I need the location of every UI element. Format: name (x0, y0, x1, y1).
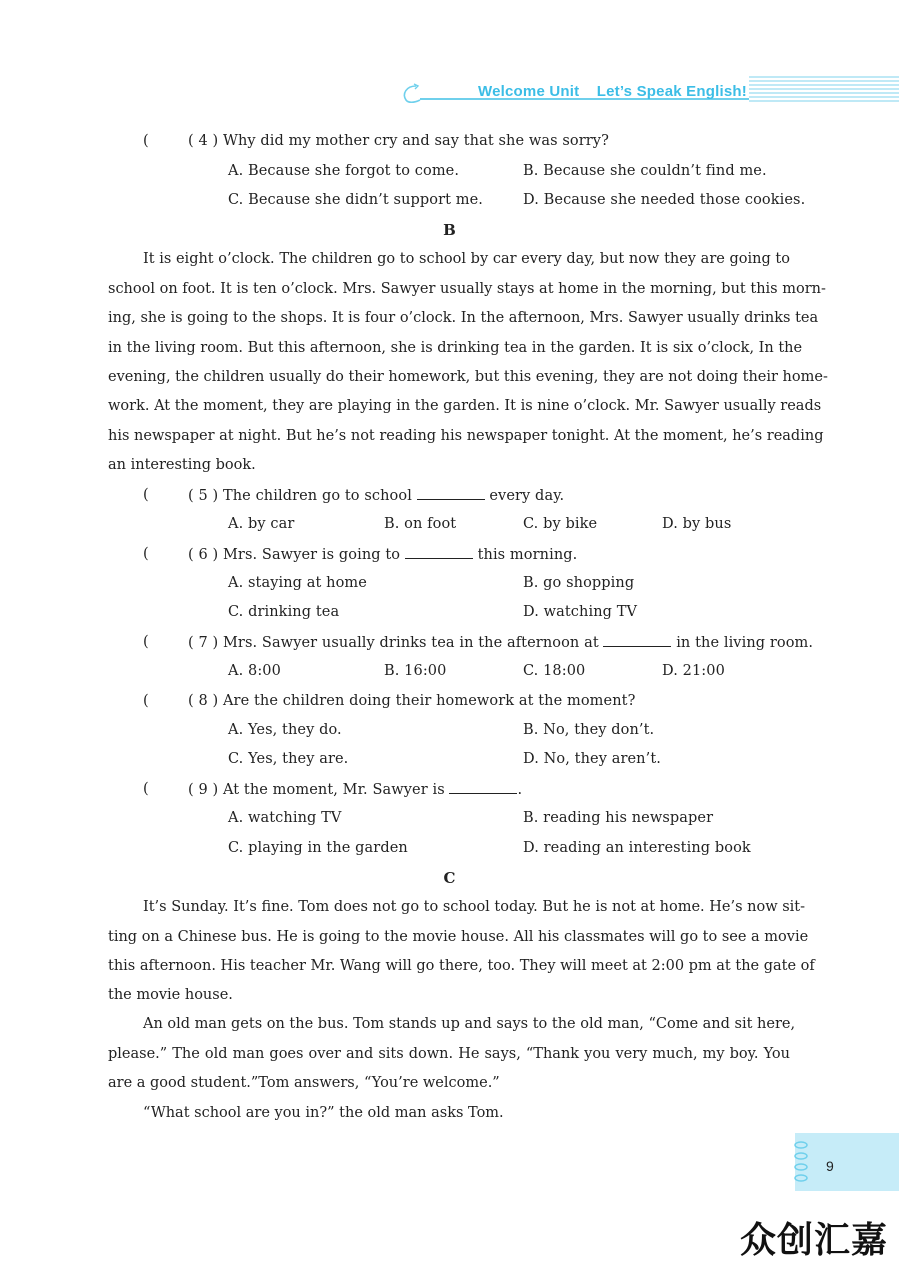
answer-paren: ( (143, 546, 149, 562)
question-4-option-d: D. Because she needed those cookies. (523, 192, 806, 208)
passage-b-line: his newspaper at night. But he’s not reading his newspaper tonight. At the moment, he’s reading (108, 428, 824, 444)
question-8-option-d: D. No, they aren’t. (523, 751, 661, 767)
passage-b-line: evening, the children usually do their homework, but this evening, they are not doing their home- (108, 369, 828, 385)
question-7-stem (188, 634, 813, 651)
stem-text: ( 6 ) Mrs. Sawyer is going to (188, 547, 401, 563)
question-5-option-b: B. on foot (384, 516, 457, 532)
question-8-option-b: B. No, they don’t. (523, 722, 655, 738)
question-6-option-c: C. drinking tea (228, 604, 340, 620)
question-6-stem (188, 546, 577, 563)
question-9-option-b: B. reading his newspaper (523, 810, 714, 826)
stem-text: . (517, 782, 523, 798)
passage-c-line: please.” The old man goes over and sits down. He says, “Thank you very much, my boy. You (108, 1046, 790, 1062)
section-c-heading: C (443, 869, 456, 887)
header-title: Welcome Unit Let’s Speak English! (478, 83, 747, 100)
question-7-option-c: C. 18:00 (523, 663, 586, 679)
question-7-option-b: B. 16:00 (384, 663, 447, 679)
question-4-option-a: A. Because she forgot to come. (228, 163, 460, 179)
question-7-option-a: A. 8:00 (228, 663, 281, 679)
question-9-option-d: D. reading an interesting book (523, 840, 751, 856)
question-5-option-a: A. by car (228, 516, 295, 532)
watermark: 众创汇嘉 (740, 1220, 889, 1261)
question-6-option-d: D. watching TV (523, 604, 638, 620)
question-6-option-b: B. go shopping (523, 575, 635, 591)
stem-text: ( 5 ) The children go to school (188, 488, 412, 504)
stem-text: this morning. (477, 547, 578, 563)
passage-c-line: An old man gets on the bus. Tom stands up and says to the old man, “Come and sit here, (143, 1016, 796, 1032)
answer-paren: ( (143, 781, 149, 797)
stem-text: in the living room. (676, 635, 814, 651)
answer-paren: ( (143, 487, 149, 503)
stem-text: ( 9 ) At the moment, Mr. Sawyer is (188, 782, 445, 798)
question-9-stem (188, 781, 522, 798)
passage-b-line: in the living room. But this afternoon, she is drinking tea in the garden. It is six o’clock, In the (108, 340, 803, 356)
question-8-option-c: C. Yes, they are. (228, 751, 349, 767)
question-9-option-c: C. playing in the garden (228, 840, 408, 856)
question-7-option-d: D. 21:00 (662, 663, 725, 679)
answer-blank (405, 546, 473, 559)
decorative-rings-icon (793, 1140, 809, 1185)
passage-b-line: ing, she is going to the shops. It is four o’clock. In the afternoon, Mrs. Sawyer usually drinks tea (108, 310, 819, 326)
stem-text: ( 7 ) Mrs. Sawyer usually drinks tea in the afternoon at (188, 635, 599, 651)
passage-c-line: are a good student.”Tom answers, “You’re welcome.” (108, 1075, 500, 1091)
question-5-stem (188, 487, 564, 504)
passage-b-line: an interesting book. (108, 457, 256, 473)
question-4-option-c: C. Because she didn’t support me. (228, 192, 484, 208)
question-4-stem: ( 4 ) Why did my mother cry and say that she was sorry? (188, 133, 609, 149)
swoosh-icon (400, 82, 424, 104)
question-8-stem: ( 8 ) Are the children doing their homework at the moment? (188, 693, 636, 709)
answer-blank (603, 634, 671, 647)
section-b-heading: B (443, 221, 456, 239)
question-8-option-a: A. Yes, they do. (228, 722, 342, 738)
page-number-box (795, 1133, 899, 1191)
answer-blank (417, 487, 485, 500)
answer-blank (449, 781, 517, 794)
answer-paren: ( (143, 634, 149, 650)
stem-text: every day. (489, 488, 565, 504)
passage-c-line: ting on a Chinese bus. He is going to the movie house. All his classmates will go to see a movie (108, 929, 809, 945)
question-5-option-c: C. by bike (523, 516, 598, 532)
passage-c-line: It’s Sunday. It’s fine. Tom does not go to school today. But he is not at home. He’s now sit- (143, 899, 806, 915)
passage-b-line: work. At the moment, they are playing in the garden. It is nine o’clock. Mr. Sawyer usually reads (108, 398, 822, 414)
header-stripes (749, 76, 899, 102)
question-4-option-b: B. Because she couldn’t find me. (523, 163, 767, 179)
question-6-option-a: A. staying at home (228, 575, 367, 591)
page-header (400, 76, 899, 106)
question-9-option-a: A. watching TV (228, 810, 342, 826)
page-number: 9 (826, 1158, 834, 1174)
passage-b-line: It is eight o’clock. The children go to school by car every day, but now they are going to (143, 251, 790, 267)
passage-c-line: this afternoon. His teacher Mr. Wang will go there, too. They will meet at 2:00 pm at the gate of (108, 958, 815, 974)
passage-b-line: school on foot. It is ten o’clock. Mrs. Sawyer usually stays at home in the morning, but this morn- (108, 281, 826, 297)
answer-paren: ( (143, 693, 149, 709)
passage-c-line: “What school are you in?” the old man asks Tom. (143, 1105, 504, 1121)
passage-c-line: the movie house. (108, 987, 233, 1003)
question-5-option-d: D. by bus (662, 516, 732, 532)
answer-paren: ( (143, 133, 149, 149)
